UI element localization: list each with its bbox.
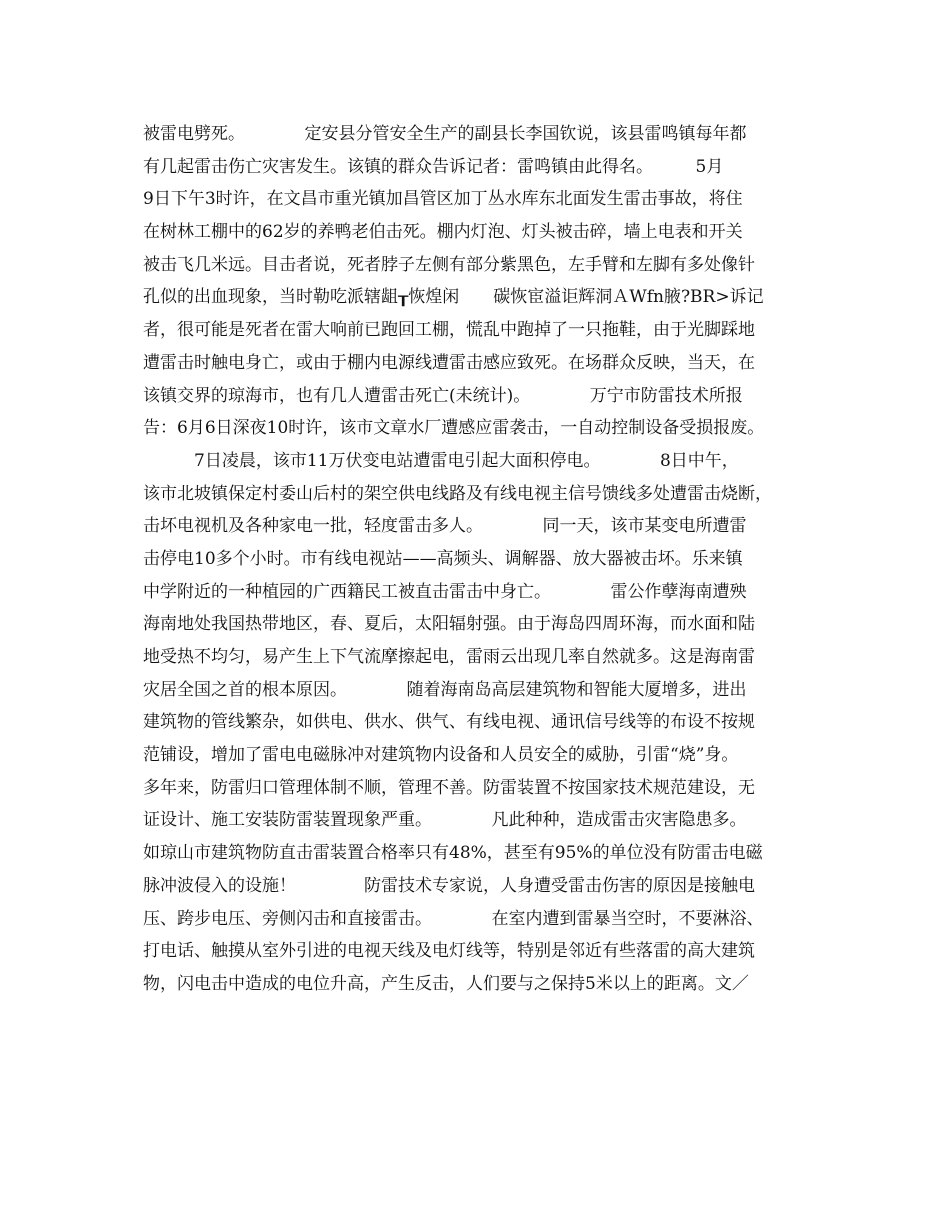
text-line: 范铺设，增加了雷电电磁脉冲对建筑物内设备和人员安全的威胁，引雷“烧”身。	[143, 745, 739, 766]
text-line: 中学附近的一种植园的广西籍民工被直击雷击中身亡。 雷公作孽海南遭殃	[143, 581, 747, 602]
text-line: 如琼山市建筑物防直击雷装置合格率只有48%，甚至有95%的单位没有防雷击电磁	[143, 843, 763, 864]
text-line: 遭雷击时触电身亡，或由于棚内电源线遭雷击感应致死。在场群众反映，当天，在	[143, 352, 755, 373]
text-line: 证设计、施工安装防雷装置现象严重。 凡此种种，造成雷击灾害隐患多。	[143, 810, 747, 831]
text-line: 建筑物的管线繁杂，如供电、供水、供气、有线电视、通讯信号线等的布设不按规	[143, 712, 755, 733]
text-line: 灾居全国之首的根本原因。 随着海南岛高层建筑物和智能大厦增多，进出	[143, 679, 747, 700]
text-line: 7日凌晨，该市11万伏变电站遭雷电引起大面积停电。 8日中午，	[143, 450, 739, 471]
text-line: 在树林工棚中的62岁的养鸭老伯击死。棚内灯泡、灯头被击碎，墙上电表和开关	[143, 222, 743, 243]
text-line: 9日下午3时许，在文昌市重光镇加昌管区加丁丛水库东北面发生雷击事故，将住	[143, 189, 743, 210]
text-line: 告：6月6日深夜10时许，该市文章水厂遭感应雷袭击，一自动控制设备受损报废。	[143, 418, 765, 439]
text-line: 地受热不均匀，易产生上下气流摩擦起电，雷雨云出现几率自然就多。这是海南雷	[143, 647, 755, 667]
text-line: 孔似的出血现象，当时勒吃派辖龃┰恢煌闲 碳恢宦溢讵辉洞ＡWfn腋?BR>诉记	[143, 287, 764, 308]
text-line: 打电话、触摸从室外引进的电视天线及电灯线等，特别是邻近有些落雷的高大建筑	[143, 941, 755, 962]
text-line: 被雷电劈死。 定安县分管安全生产的副县长李国钦说，该县雷鸣镇每年都	[143, 124, 747, 144]
text-line: 物，闪电击中造成的电位升高，产生反击，人们要与之保持5米以上的距离。文／	[143, 973, 749, 994]
text-line: 者，很可能是死者在雷大响前已跑回工棚，慌乱中跑掉了一只拖鞋，由于光脚踩地	[143, 320, 755, 341]
text-line: 脉冲波侵入的设施！ 防雷技术专家说，人身遭受雷击伤害的原因是接触电	[143, 875, 755, 896]
text-line: 该镇交界的琼海市，也有几人遭雷击死亡(未统计)。 万宁市防雷技术所报	[143, 385, 743, 406]
text-line: 击坏电视机及各种家电一批，轻度雷击多人。 同一天，该市某变电所遭雷	[143, 516, 747, 537]
body-text	[143, 118, 823, 1001]
text-line: 有几起雷击伤亡灾害发生。该镇的群众告诉记者：雷鸣镇由此得名。 5月	[143, 156, 724, 177]
text-line: 多年来，防雷归口管理体制不顺，管理不善。防雷装置不按国家技术规范建设，无	[143, 777, 755, 798]
text-line: 压、跨步电压、旁侧闪击和直接雷击。 在室内遭到雷暴当空时，不要淋浴、	[143, 908, 764, 929]
text-line: 海南地处我国热带地区，春、夏后，太阳辐射强。由于海岛四周环海，而水面和陆	[143, 614, 755, 635]
text-line: 被击飞几米远。目击者说，死者脖子左侧有部分紫黑色，左手臂和左脚有多处像针	[143, 254, 755, 275]
text-line: 击停电10多个小时。市有线电视站——高频头、调解器、放大器被击坏。乐来镇	[143, 548, 743, 569]
text-line: 该市北坡镇保定村委山后村的架空供电线路及有线电视主信号馈线多处遭雷击烧断，	[143, 483, 772, 504]
